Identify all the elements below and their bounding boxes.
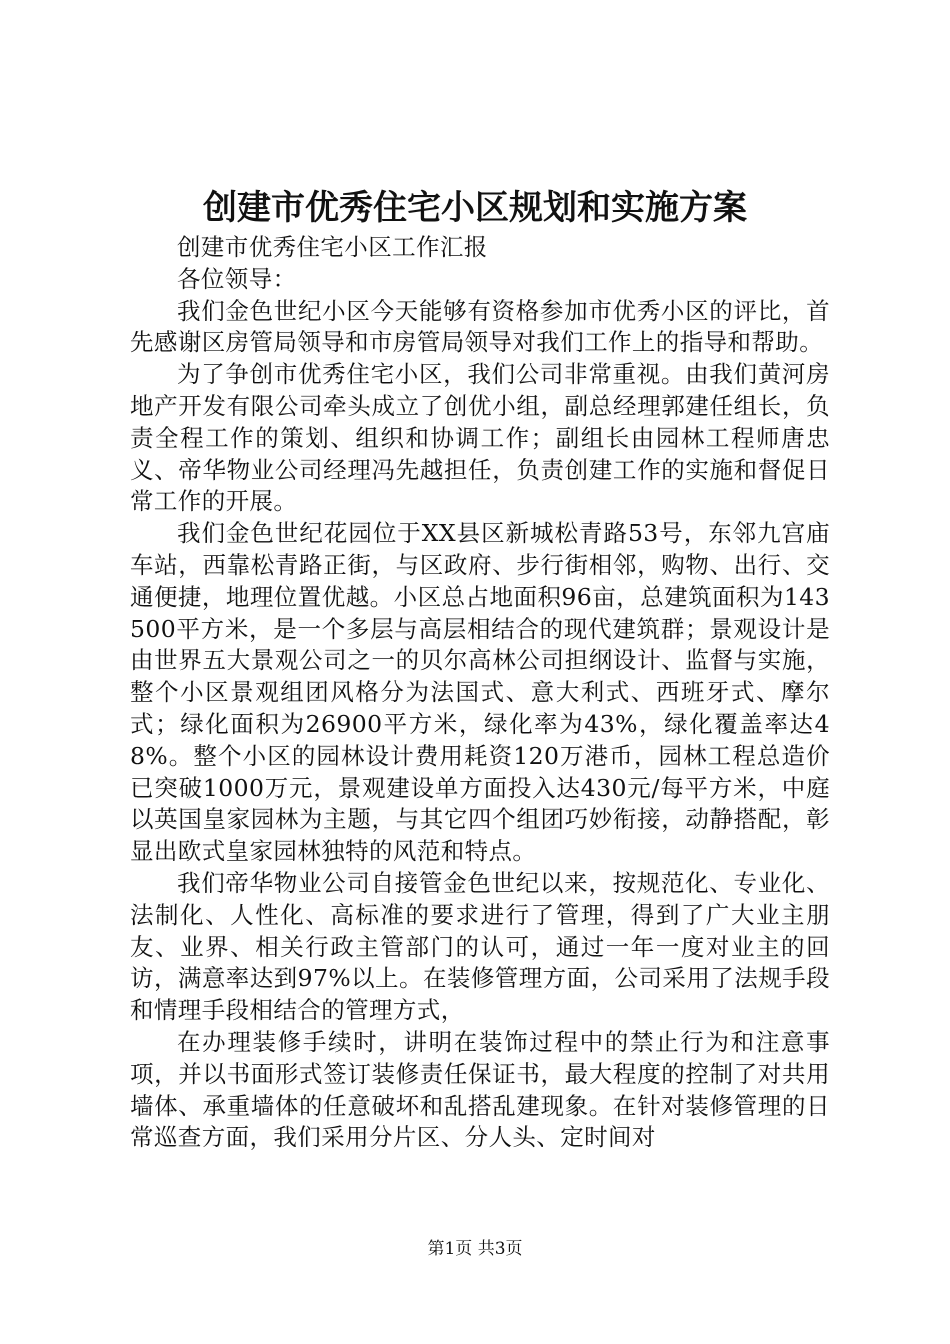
paragraph-intro: 我们金色世纪小区今天能够有资格参加市优秀小区的评比，首先感谢区房管局领导和市房管局领导对我们工作上的指导和帮助。 bbox=[130, 296, 830, 357]
report-subtitle: 创建市优秀住宅小区工作汇报 bbox=[177, 233, 488, 261]
paragraph-organization: 为了争创市优秀住宅小区，我们公司非常重视。由我们黄河房地产开发有限公司牵头成立了创优小组，副总经理郭建任组长，负责全程工作的策划、组织和协调工作；副组长由园林工程师唐忠义、帝华物业公司经理冯先越担任，负责创建工作的实施和督促日常工作的开展。 bbox=[130, 360, 830, 516]
document-title: 创建市优秀住宅小区规划和实施方案 bbox=[203, 188, 747, 228]
page-number-footer: 第1页 共3页 bbox=[427, 1239, 523, 1259]
document-body bbox=[130, 232, 830, 1154]
paragraph-management: 我们帝华物业公司自接管金色世纪以来，按规范化、专业化、法制化、人性化、高标准的要求进行了管理，得到了广大业主朋友、业界、相关行政主管部门的认可，通过一年一度对业主的回访，满意率达到97%以上。在装修管理方面，公司采用了法规手段和情理手段相结合的管理方式， bbox=[130, 868, 830, 1025]
paragraph-renovation: 在办理装修手续时，讲明在装饰过程中的禁止行为和注意事项，并以书面形式签订装修责任保证书，最大程度的控制了对共用墙体、承重墙体的任意破坏和乱搭乱建现象。在针对装修管理的日常巡查方面，我们采用分片区、分人头、定时间对 bbox=[130, 1027, 830, 1152]
salutation: 各位领导： bbox=[177, 264, 297, 293]
paragraph-location: 我们金色世纪花园位于XX县区新城松青路53号，东邻九宫庙车站，西靠松青路正街，与区政府、步行街相邻，购物、出行、交通便捷，地理位置优越。小区总占地面积96亩，总建筑面积为143500平方米，是一个多层与高层相结合的现代建筑群；景观设计是由世界五大景观公司之一的贝尔高林公司担纲设计、监督与实施，整个小区景观组团风格分为法国式、意大利式、西班牙式、摩尔式；绿化面积为26900平方米，绿化率为43%，绿化覆盖率达48%。整个小区的园林设计费用耗资120万港币，园林工程总造价已突破1000万元，景观建设单方面投入达430元/每平方米，中庭以英国皇家园林为主题，与其它四个组团巧妙衔接，动静搭配，彰显出欧式皇家园林独特的风范和特点。 bbox=[130, 519, 830, 866]
